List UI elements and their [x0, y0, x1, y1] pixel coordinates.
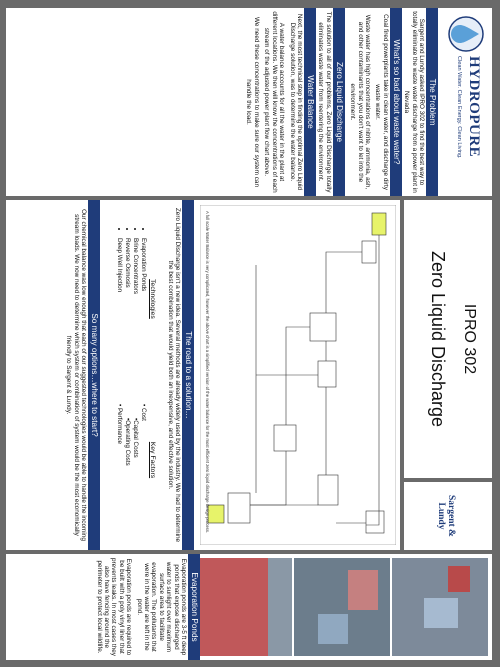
factor-item: • Cost [140, 404, 147, 421]
hydropure-name: HYDROPURE [466, 56, 482, 158]
make-up-water-box [372, 213, 386, 235]
hydropure-logo-area [438, 8, 492, 196]
problem-body: Sargent and Lundy asked IPRO 302 to find the best way to totally eliminate the waste water discharge from a power plant in Nevada [403, 11, 425, 193]
evap-heading: Evaporation Ponds [188, 554, 200, 660]
key-factors-list [115, 390, 156, 530]
hydropure-drop-icon [446, 14, 486, 54]
diagram-caption: A full scale Water Balance is very complicated, however the above chart is a simplified version of the water balance for the most efficient zero liquid discharge design process. [205, 211, 210, 534]
evap-column [6, 554, 200, 660]
evap-body [91, 554, 188, 660]
evap-ponds-box [208, 505, 224, 523]
left-column [6, 8, 492, 196]
factor-item: •Capital Costs [132, 418, 139, 458]
zld-body: The solution to all of our problems, Zero Liquid Discharge totally eliminates waste water from reentering the environment. [317, 11, 332, 193]
fgd-system-box [228, 493, 250, 523]
zld-heading: Zero Liquid Discharge [333, 8, 345, 196]
poster-title: Zero Liquid Discharge [428, 250, 448, 428]
hydropure-tagline: Clean Water. Clean Energy. Clean Living. [456, 56, 462, 159]
key-factors-heading: Key Factors [149, 441, 156, 479]
sl-logo-area [404, 482, 492, 550]
evap-p1: Evaporation ponds are 3-5 ft deep ponds that expose discharged water to sunlight over maximum surface area to facilitate evaporation. The pollutants that were in the water are left in the pond. [135, 558, 187, 656]
water-balance-p3: We need these concentrations to make sure our system can handle the load. [245, 16, 260, 188]
cooling-towers-box [310, 313, 336, 341]
options-heading: So many options…where to start? [88, 200, 100, 550]
road-heading: The road to a solution… [182, 200, 194, 550]
road-body: Zero Liquid Discharge isn't a new idea. Several methods are already widely used by the industry. We had to determine the best combination that would yield both an inexpensive, and effective solution. [166, 207, 181, 543]
factor-item: •Operating Costs [124, 418, 131, 466]
center-column [6, 200, 400, 550]
course-title: IPRO 302 [461, 303, 478, 375]
whats-bad-heading: What's so bad about waste water? [390, 8, 402, 196]
technologies-list [115, 224, 156, 374]
water-balance-diagram [200, 205, 396, 545]
technology-item: • Brine Concentrators [131, 238, 139, 374]
title-band [404, 200, 492, 478]
whats-bad-body [345, 8, 390, 196]
sl-logo-name: Sargent & Lundy [436, 495, 456, 537]
options-body: Our chemical balance was low enough that each of our suggested technologies would be able to handle the incoming stream loads. We now need to determine which system or combination of system would be the most economically friendly to Sargent & Lundy. [65, 209, 87, 541]
technology-item: • Reverse Osmosis [123, 238, 131, 374]
water-balance-heading: Water Balance [304, 8, 316, 196]
photo-strip [198, 558, 488, 656]
technologies-heading: Technologies [149, 279, 156, 319]
evaporation-ponds-photos [198, 558, 488, 656]
technology-item: • Deep Well Injection [115, 238, 123, 374]
water-balance-p2: A water balance accounts for all the water in the plant at different locations. We then will know the concentrations of each stream of the adjusted power plant flow chart above. [263, 11, 286, 193]
evap-p2: Evaporation ponds are required to be built with a poly vinyl liner that prevents leaks. In most cases they also have fencing around the perimeter to protect local wildlife. [95, 557, 133, 657]
whats-bad-p2: Waste water has high concentrations of nitrite, ammonia, ash, and other contaminants that you don't want to let into the environment. [349, 14, 371, 190]
problem-heading: The Problem [426, 8, 438, 196]
factor-item: • Performance [116, 404, 123, 445]
water-balance-body [241, 8, 304, 196]
technology-item: • Evaporation Ponds [139, 238, 147, 374]
whats-bad-p1: Coal fired powerplants take in clean water, and discharge dirty waste water. [374, 14, 389, 190]
drain-cond-box [366, 511, 384, 533]
water-balance-p1: Next, the most technical step in finding the optimal Zero Liquid Discharge solution, was to determine the water balance. [288, 13, 303, 191]
